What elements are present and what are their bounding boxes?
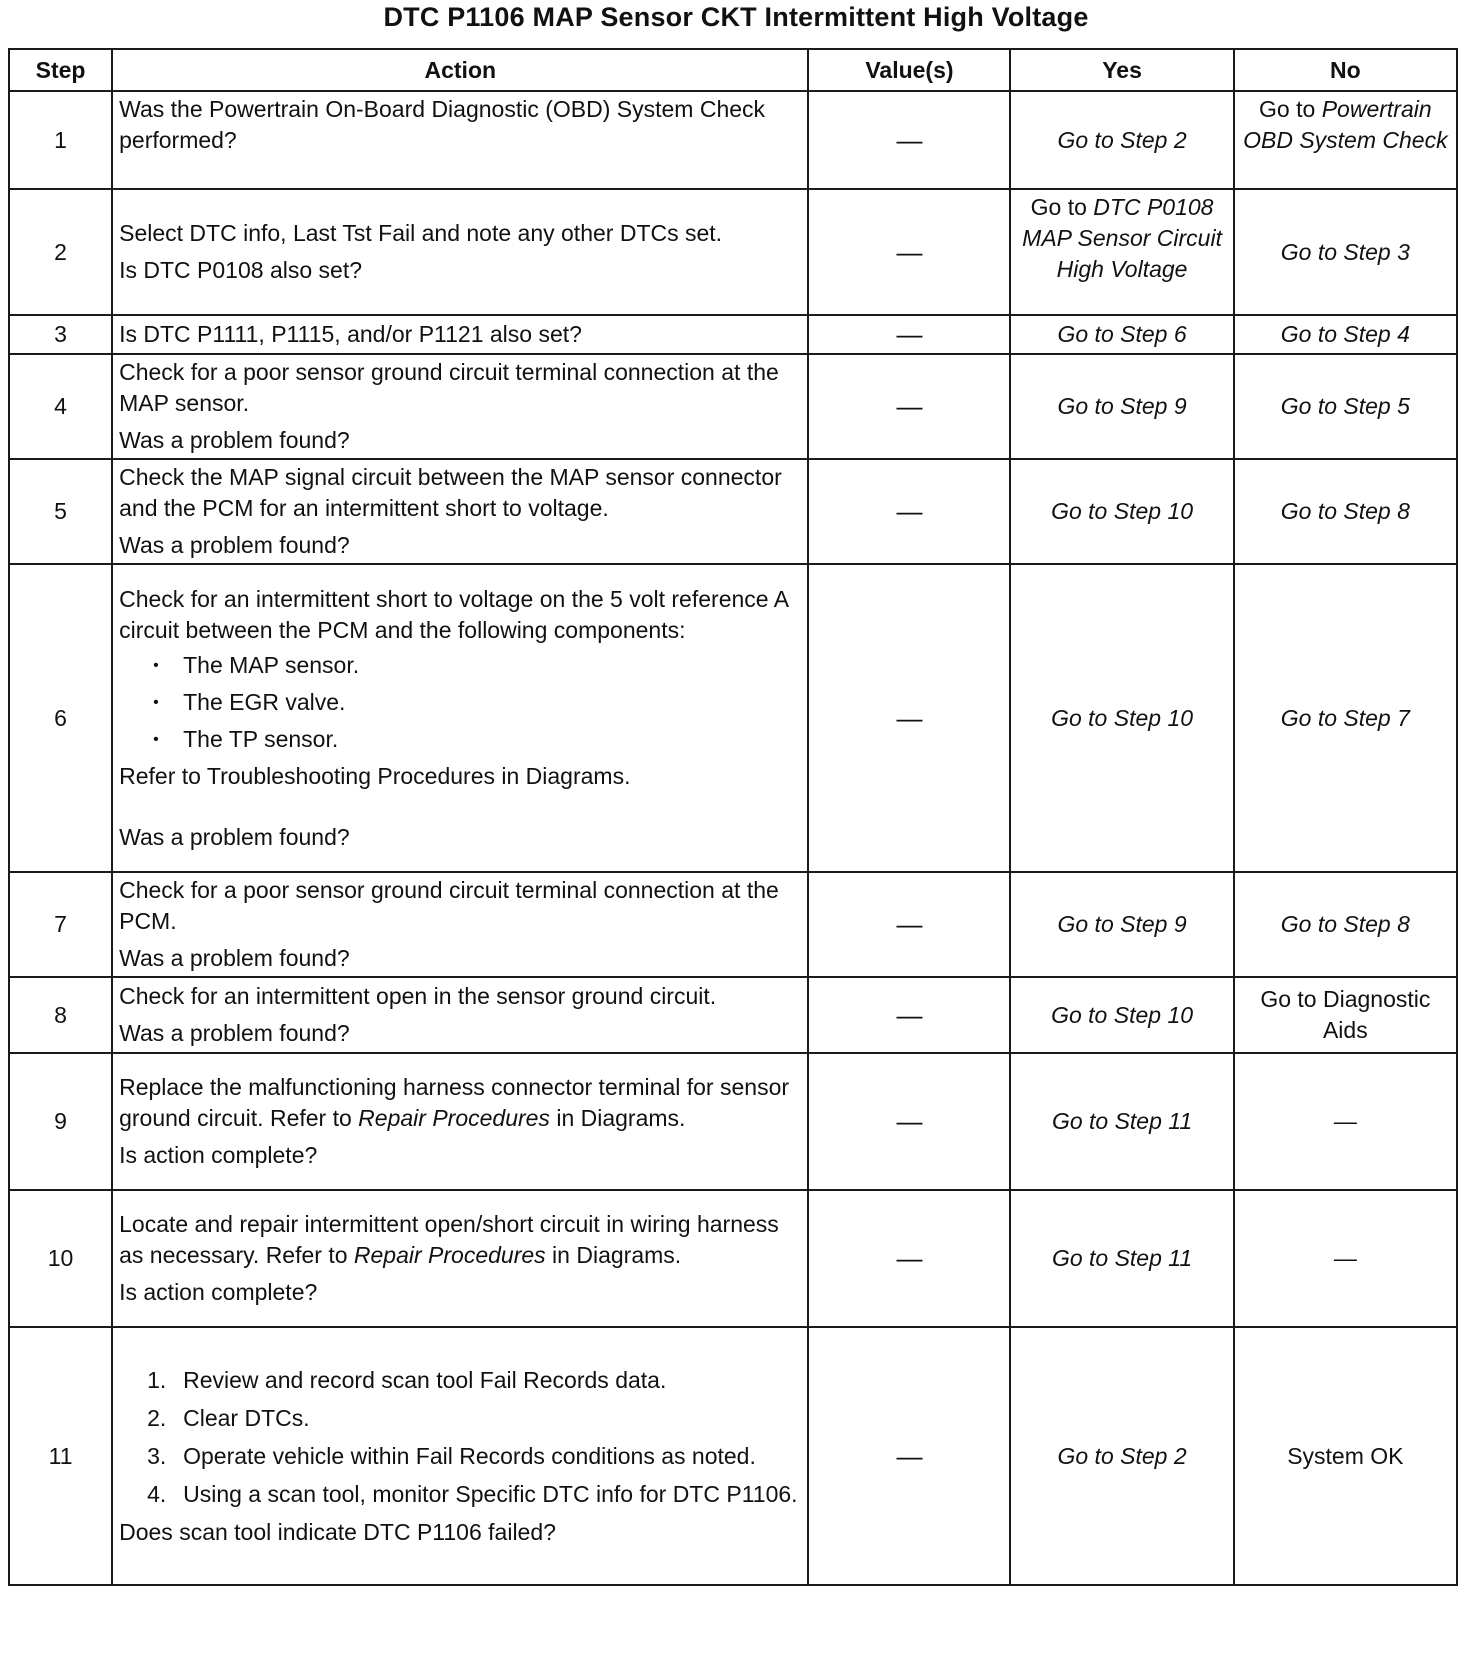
- yes-cell: Go to Step 11: [1010, 1190, 1233, 1327]
- value-cell: —: [808, 977, 1010, 1053]
- step-number: 5: [9, 459, 112, 564]
- action-question: Was a problem found?: [119, 823, 350, 850]
- table-row: [9, 1053, 1457, 1190]
- procedure-list: [119, 1365, 801, 1510]
- list-item: [147, 1479, 801, 1510]
- list-item: • The EGR valve.: [153, 687, 801, 718]
- yes-cell: Go to Step 11: [1010, 1053, 1233, 1190]
- action-text-part: Locate and repair intermittent open/short circuit in wiring harness as necessary. Refer to: [119, 1211, 779, 1268]
- action-text: Is DTC P1111, P1115, and/or P1121 also set?: [119, 321, 582, 347]
- repair-procedures-reference: Repair Procedures: [358, 1105, 550, 1131]
- table-row: [9, 315, 1457, 354]
- action-question: Does scan tool indicate DTC P1106 failed?: [119, 1518, 556, 1545]
- no-text-link: Powertrain OBD System Check: [1243, 96, 1448, 153]
- action-text: Was the Powertrain On-Board Diagnostic (OBD) System Check performed?: [119, 96, 766, 153]
- table-header-row: [9, 49, 1457, 91]
- yes-cell: Go to Step 10: [1010, 564, 1233, 872]
- action-cell: [112, 189, 808, 315]
- table-row: [9, 977, 1457, 1053]
- list-text: Operate vehicle within Fail Records conditions as noted.: [183, 1442, 756, 1469]
- no-cell: —: [1234, 1053, 1457, 1190]
- list-text: Review and record scan tool Fail Records data.: [183, 1366, 667, 1393]
- action-question: Is DTC P0108 also set?: [119, 257, 363, 283]
- value-cell: —: [808, 872, 1010, 977]
- table-row: [9, 459, 1457, 564]
- action-text: Check for an intermittent open in the sensor ground circuit.: [119, 983, 717, 1009]
- action-cell: [112, 315, 808, 354]
- repair-procedures-reference: Repair Procedures: [353, 1242, 546, 1268]
- action-question: Is action complete?: [119, 1142, 318, 1168]
- action-question: Was a problem found?: [119, 532, 350, 558]
- no-cell: Go to Step 8: [1234, 872, 1457, 977]
- header-action: Action: [112, 49, 808, 91]
- value-cell: —: [808, 1053, 1010, 1190]
- yes-cell: [1010, 189, 1233, 315]
- action-cell: [112, 1053, 808, 1190]
- value-cell: —: [808, 315, 1010, 354]
- step-number: 2: [9, 189, 112, 315]
- action-question: Was a problem found?: [119, 1020, 350, 1046]
- yes-cell: Go to Step 9: [1010, 354, 1233, 459]
- yes-cell: Go to Step 9: [1010, 872, 1233, 977]
- step-number: 10: [9, 1190, 112, 1327]
- action-question: Was a problem found?: [119, 427, 350, 453]
- value-cell: —: [808, 459, 1010, 564]
- table-row: [9, 1190, 1457, 1327]
- action-cell: [112, 1327, 808, 1585]
- component-list: [119, 650, 801, 755]
- action-cell: [112, 1190, 808, 1327]
- table-row: [9, 189, 1457, 315]
- action-question: Is action complete?: [119, 1279, 318, 1305]
- step-number: 4: [9, 354, 112, 459]
- list-text: Clear DTCs.: [183, 1404, 310, 1431]
- value-cell: —: [808, 1190, 1010, 1327]
- step-number: 8: [9, 977, 112, 1053]
- no-cell: Go to Step 5: [1234, 354, 1457, 459]
- step-number: 7: [9, 872, 112, 977]
- value-cell: —: [808, 354, 1010, 459]
- action-question: Was a problem found?: [119, 945, 350, 971]
- list-number: 4.: [147, 1480, 167, 1507]
- list-item: • The MAP sensor.: [153, 650, 801, 681]
- table-row: [9, 872, 1457, 977]
- action-text: [119, 1072, 801, 1134]
- action-cell: [112, 459, 808, 564]
- no-cell: Go to Diagnostic Aids: [1234, 977, 1457, 1053]
- list-item: [147, 1441, 801, 1472]
- no-text-prefix: Go to: [1259, 96, 1322, 122]
- step-number: 6: [9, 564, 112, 872]
- page-title: DTC P1106 MAP Sensor CKT Intermittent High Voltage: [383, 2, 1089, 32]
- action-cell: [112, 872, 808, 977]
- action-text: Check for an intermittent short to voltage on the 5 volt reference A circuit between the PCM and the following components:: [119, 585, 788, 643]
- yes-cell: Go to Step 2: [1010, 1327, 1233, 1585]
- no-cell: System OK: [1234, 1327, 1457, 1585]
- table-row: [9, 1327, 1457, 1585]
- yes-text-prefix: Go to: [1030, 194, 1094, 220]
- action-reference: Refer to Troubleshooting Procedures in Diagrams.: [119, 762, 631, 789]
- no-cell: Go to Step 3: [1234, 189, 1457, 315]
- yes-cell: Go to Step 10: [1010, 977, 1233, 1053]
- value-cell: —: [808, 564, 1010, 872]
- step-number: 1: [9, 91, 112, 189]
- no-cell: —: [1234, 1190, 1457, 1327]
- no-cell: Go to Step 7: [1234, 564, 1457, 872]
- list-item: [147, 1403, 801, 1434]
- no-cell: [1234, 91, 1457, 189]
- list-text: Using a scan tool, monitor Specific DTC info for DTC P1106.: [183, 1480, 798, 1507]
- yes-cell: Go to Step 10: [1010, 459, 1233, 564]
- table-row: [9, 564, 1457, 872]
- value-cell: —: [808, 91, 1010, 189]
- list-item: [147, 1365, 801, 1396]
- step-number: 3: [9, 315, 112, 354]
- action-text: Select DTC info, Last Tst Fail and note any other DTCs set.: [119, 220, 723, 246]
- list-item: • The TP sensor.: [153, 724, 801, 755]
- yes-text-link: DTC P0108 MAP Sensor Circuit High Voltage: [1022, 194, 1222, 282]
- value-cell: —: [808, 1327, 1010, 1585]
- header-step: Step: [9, 49, 112, 91]
- table-row: [9, 354, 1457, 459]
- action-text-part: in Diagrams.: [549, 1105, 686, 1131]
- action-text: Check the MAP signal circuit between the MAP sensor connector and the PCM for an intermittent short to voltage.: [119, 464, 782, 521]
- table-row: [9, 91, 1457, 189]
- header-values: Value(s): [808, 49, 1010, 91]
- action-text-part: Replace the malfunctioning harness connector terminal for sensor ground circuit. Refer to: [119, 1074, 790, 1131]
- action-text: Check for a poor sensor ground circuit terminal connection at the PCM.: [119, 877, 779, 934]
- action-cell: [112, 354, 808, 459]
- no-cell: Go to Step 4: [1234, 315, 1457, 354]
- yes-cell: Go to Step 6: [1010, 315, 1233, 354]
- action-text: Check for a poor sensor ground circuit terminal connection at the MAP sensor.: [119, 359, 779, 416]
- diagnostic-table: [8, 48, 1458, 1586]
- value-cell: —: [808, 189, 1010, 315]
- action-cell: [112, 564, 808, 872]
- list-number: 2.: [147, 1404, 167, 1431]
- action-cell: [112, 91, 808, 189]
- list-number: 3.: [147, 1442, 167, 1469]
- list-number: 1.: [147, 1366, 167, 1393]
- header-yes: Yes: [1010, 49, 1233, 91]
- action-cell: [112, 977, 808, 1053]
- action-text-part: in Diagrams.: [545, 1242, 682, 1268]
- step-number: 11: [9, 1327, 112, 1585]
- step-number: 9: [9, 1053, 112, 1190]
- yes-cell: Go to Step 2: [1010, 91, 1233, 189]
- action-text: [119, 1209, 801, 1271]
- header-no: No: [1234, 49, 1457, 91]
- no-cell: Go to Step 8: [1234, 459, 1457, 564]
